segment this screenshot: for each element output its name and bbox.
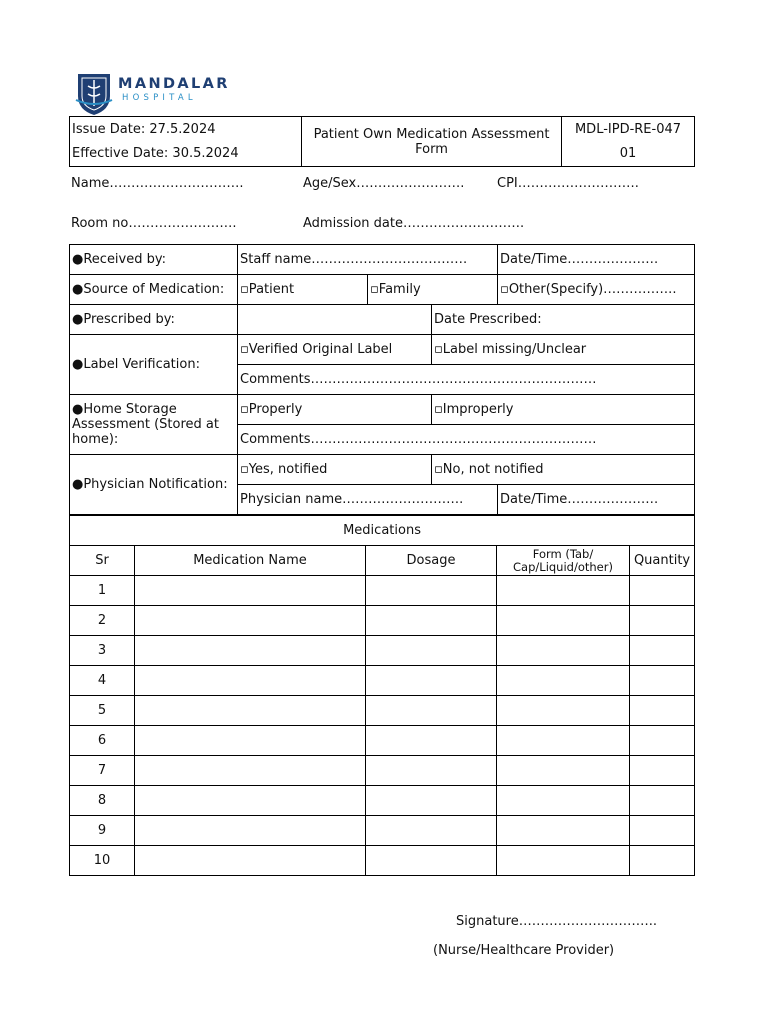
row-number: 9 <box>70 816 135 846</box>
form-cell[interactable] <box>497 606 630 636</box>
column-header-form: Form (Tab/ Cap/Liquid/other) <box>497 546 630 576</box>
row-number: 8 <box>70 786 135 816</box>
dosage-cell[interactable] <box>366 786 497 816</box>
form-title: Patient Own Medication Assessment Form <box>302 117 562 167</box>
medication-name-cell[interactable] <box>135 726 366 756</box>
age-sex-field[interactable]: Age/Sex……………………. <box>303 176 465 191</box>
label-verified-checkbox[interactable]: ▫Verified Original Label <box>238 335 432 365</box>
physician-notification-label: ●Physician Notification: <box>70 455 238 515</box>
physician-name-field[interactable]: Physician name………………………. <box>238 485 498 515</box>
quantity-cell[interactable] <box>630 636 695 666</box>
physician-datetime-field[interactable]: Date/Time………………… <box>498 485 695 515</box>
column-header-sr: Sr <box>70 546 135 576</box>
row-number: 10 <box>70 846 135 876</box>
form-cell[interactable] <box>497 636 630 666</box>
quantity-cell[interactable] <box>630 666 695 696</box>
staff-name-field[interactable]: Staff name……………………………… <box>238 245 498 275</box>
cpi-field[interactable]: CPI………………………. <box>497 176 639 191</box>
dosage-cell[interactable] <box>366 636 497 666</box>
patient-name-field[interactable]: Name…………………………. <box>71 176 244 191</box>
prescribed-by-field[interactable] <box>238 305 432 335</box>
dosage-cell[interactable] <box>366 816 497 846</box>
form-cell[interactable] <box>497 576 630 606</box>
source-family-checkbox[interactable]: ▫Family <box>368 275 498 305</box>
form-cell[interactable] <box>497 726 630 756</box>
medication-name-cell[interactable] <box>135 696 366 726</box>
medication-name-cell[interactable] <box>135 666 366 696</box>
label-verification-label: ●Label Verification: <box>70 335 238 395</box>
table-row <box>70 846 695 876</box>
quantity-cell[interactable] <box>630 786 695 816</box>
date-prescribed-field[interactable]: Date Prescribed: <box>432 305 695 335</box>
assessment-table <box>69 244 695 515</box>
table-row <box>70 786 695 816</box>
notified-no-checkbox[interactable]: ▫No, not notified <box>432 455 695 485</box>
form-cell[interactable] <box>497 846 630 876</box>
form-cell[interactable] <box>497 696 630 726</box>
row-number: 2 <box>70 606 135 636</box>
quantity-cell[interactable] <box>630 726 695 756</box>
column-header-medication-name: Medication Name <box>135 546 366 576</box>
source-label: ●Source of Medication: <box>70 275 238 305</box>
table-row <box>70 756 695 786</box>
medication-name-cell[interactable] <box>135 636 366 666</box>
form-cell[interactable] <box>497 756 630 786</box>
table-row <box>70 636 695 666</box>
table-row <box>70 666 695 696</box>
quantity-cell[interactable] <box>630 756 695 786</box>
medications-title: Medications <box>70 516 695 546</box>
signature-field[interactable]: Signature………………………….. <box>456 914 657 929</box>
form-cell[interactable] <box>497 666 630 696</box>
row-number: 1 <box>70 576 135 606</box>
dosage-cell[interactable] <box>366 666 497 696</box>
admission-date-field[interactable]: Admission date………………………. <box>303 216 525 231</box>
document-header <box>69 116 695 167</box>
row-number: 7 <box>70 756 135 786</box>
label-comments-field[interactable]: Comments………………………………………………………… <box>238 365 695 395</box>
column-header-quantity: Quantity <box>630 546 695 576</box>
table-row <box>70 606 695 636</box>
date-cell <box>70 117 302 167</box>
room-no-field[interactable]: Room no……………………. <box>71 216 237 231</box>
table-row <box>70 696 695 726</box>
dosage-cell[interactable] <box>366 696 497 726</box>
medication-name-cell[interactable] <box>135 576 366 606</box>
form-cell[interactable] <box>497 816 630 846</box>
table-row <box>70 576 695 606</box>
signature-role: (Nurse/Healthcare Provider) <box>433 943 615 958</box>
storage-properly-checkbox[interactable]: ▫Properly <box>238 395 432 425</box>
medication-name-cell[interactable] <box>135 786 366 816</box>
row-number: 3 <box>70 636 135 666</box>
dosage-cell[interactable] <box>366 576 497 606</box>
revision-number: 01 <box>619 146 637 161</box>
medication-name-cell[interactable] <box>135 756 366 786</box>
code-cell <box>562 117 695 167</box>
document-code: MDL-IPD-RE-047 <box>574 122 682 137</box>
source-patient-checkbox[interactable]: ▫Patient <box>238 275 368 305</box>
dosage-cell[interactable] <box>366 726 497 756</box>
table-row <box>70 816 695 846</box>
dosage-cell[interactable] <box>366 846 497 876</box>
medications-table <box>69 515 695 876</box>
table-row <box>70 726 695 756</box>
effective-date: Effective Date: 30.5.2024 <box>72 146 239 161</box>
medication-name-cell[interactable] <box>135 816 366 846</box>
column-header-dosage: Dosage <box>366 546 497 576</box>
quantity-cell[interactable] <box>630 696 695 726</box>
form-cell[interactable] <box>497 786 630 816</box>
storage-improperly-checkbox[interactable]: ▫Improperly <box>432 395 695 425</box>
medication-name-cell[interactable] <box>135 606 366 636</box>
shield-logo-icon <box>74 70 114 116</box>
quantity-cell[interactable] <box>630 576 695 606</box>
medications-body <box>70 576 695 876</box>
row-number: 4 <box>70 666 135 696</box>
quantity-cell[interactable] <box>630 846 695 876</box>
row-number: 5 <box>70 696 135 726</box>
hospital-logo <box>74 70 230 116</box>
dosage-cell[interactable] <box>366 606 497 636</box>
logo-name: MANDALAR <box>118 76 230 92</box>
received-datetime-field[interactable]: Date/Time………………… <box>498 245 695 275</box>
dosage-cell[interactable] <box>366 756 497 786</box>
label-missing-checkbox[interactable]: ▫Label missing/Unclear <box>432 335 695 365</box>
home-storage-label: ●Home Storage Assessment (Stored at home): <box>70 395 238 455</box>
quantity-cell[interactable] <box>630 816 695 846</box>
medication-name-cell[interactable] <box>135 846 366 876</box>
received-by-label: ●Received by: <box>70 245 238 275</box>
medications-header-row <box>70 546 695 576</box>
row-number: 6 <box>70 726 135 756</box>
storage-comments-field[interactable]: Comments………………………………………………………… <box>238 425 695 455</box>
source-other-checkbox[interactable]: ▫Other(Specify)…………….. <box>498 275 695 305</box>
issue-date: Issue Date: 27.5.2024 <box>72 122 216 137</box>
quantity-cell[interactable] <box>630 606 695 636</box>
prescribed-by-label: ●Prescribed by: <box>70 305 238 335</box>
notified-yes-checkbox[interactable]: ▫Yes, notified <box>238 455 432 485</box>
logo-subtitle: HOSPITAL <box>122 93 197 103</box>
